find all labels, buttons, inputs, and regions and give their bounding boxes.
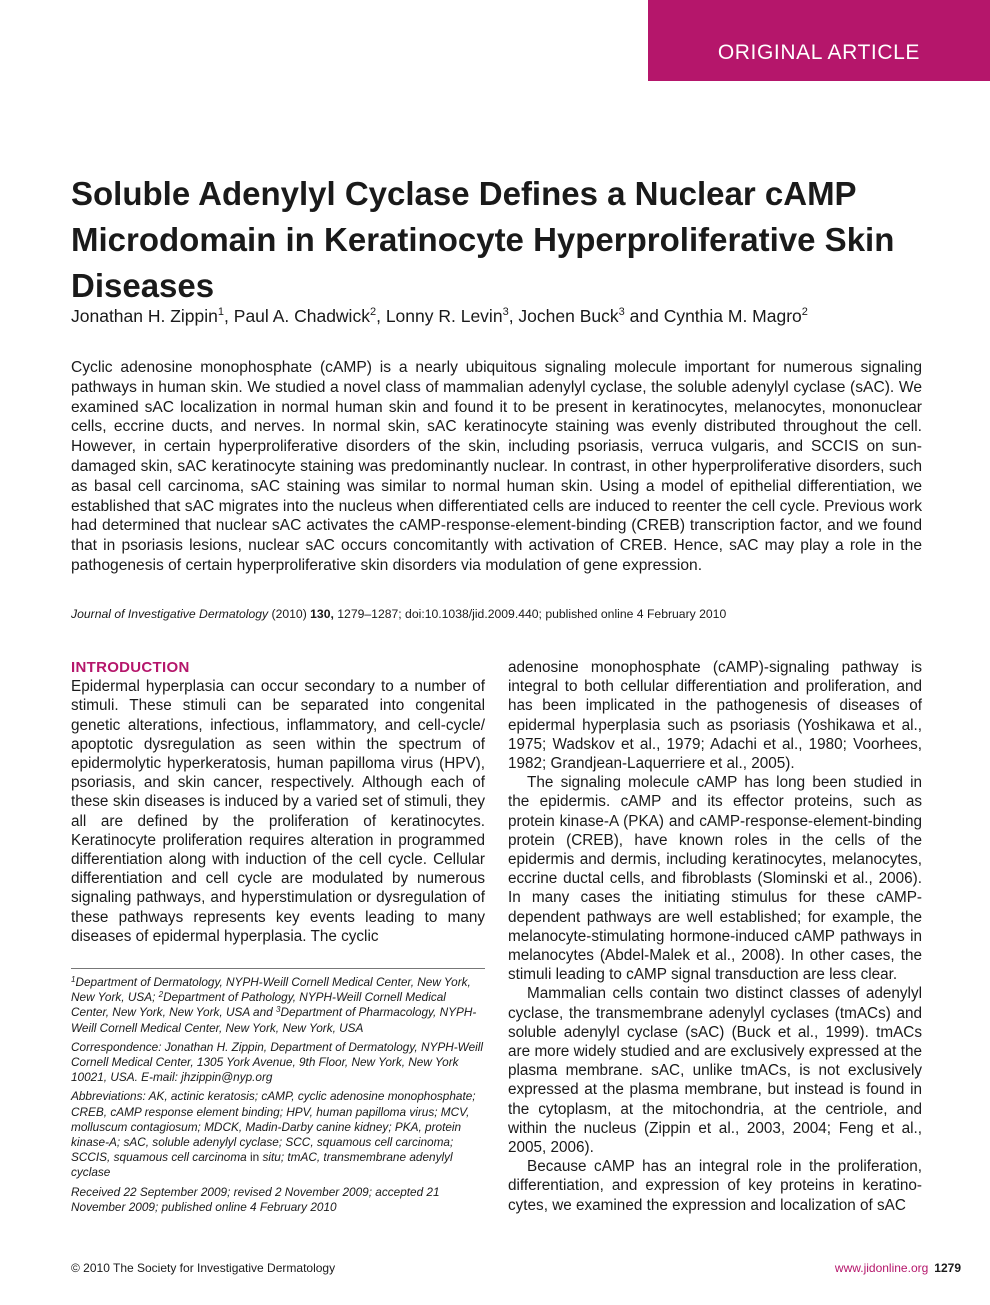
author-list — [71, 304, 931, 328]
body-paragraph: Because cAMP has an integral role in the proliferation, differentiation, and expression of key proteins in keratinocytes, we examined the expression and localization of sAC — [508, 1158, 922, 1214]
citation-volume: 130, — [310, 607, 334, 621]
affiliation-number: 2 — [158, 990, 164, 1000]
author-affiliation-mark: 1 — [217, 306, 225, 318]
affiliation-text: Department of Dermatology, NYPH-Weill Cornell Medical Center, New York, New York, USA; — [71, 975, 471, 1005]
affiliation-number: 3 — [276, 1005, 281, 1015]
body-paragraph: Epidermal hyperplasia can occur secondary to a number of stimuli. These stimuli can be separated into congenital genetic alterations, infectious, inflammatory, and cell-cycle/ apoptotic dysregulation as seen within the spectrum of epidermolytic hyperkeratosis, human papilloma virus (HPV), psoriasis, and skin cancer, respectively. Although each of these skin diseases is induced by a varied set of stimuli, they all are defined by the proliferation of keratinocytes. Keratinocyte proliferation requires alteration in programmed differentiation along with induction of the cell cycle. Cellular differentiation and cell cycle are modulated by numerous signaling pathways, and hyperstimulation or dysregulation of these pathways represents key events leading to many diseases of epidermal hyperplasia. The cyclic — [71, 678, 485, 945]
abstract: Cyclic adenosine monophosphate (cAMP) is a nearly ubiquitous signaling molecule important for numerous signaling pathways in human skin. We studied a novel class of mammalian adenylyl cyclase, the soluble adenylyl cyclase (sAC). We examined sAC localization in normal human skin and found it to be present in keratinocytes, melanocytes, mononuclear cells, eccrine ducts, and nerves. In normal skin, sAC keratinocyte staining was evenly distributed throughout the cell. However, in certain hyperproliferative disorders of the skin, including psoriasis, verruca vulgaris, and SCCIS on sun-damaged skin, sAC keratinocyte staining was predominantly nuclear. In contrast, in other hyperproliferative disorders, such as basal cell carcinoma, sAC staining was similar to normal human skin. Using a model of epithelial differentiation, we established that sAC migrates into the nucleus when differentiated cells are induced to reenter the cell cycle. Previous work had determined that nuclear sAC activates the cAMP-response-element-binding (CREB) transcription factor, and we found that in psoriasis lesions, nuclear sAC occurs concomitantly with activation of CREB. Hence, sAC may play a role in the pathogenesis of certain hyperproliferative skin disorders via modulation of gene expression. — [71, 359, 922, 574]
author-name: Jochen Buck — [518, 306, 619, 326]
author-separator: , — [508, 306, 519, 326]
right-column — [508, 658, 922, 1215]
body-paragraph: The signaling molecule cAMP has long been studied in the epidermis. cAMP and its effector proteins, such as protein kinase-A (PKA) and cAMP-response-element-binding protein (CREB), have known roles in the cells of the epidermis and dermis, including keratinocytes, melanocytes, eccrine ductal cells, and fibroblasts (Slominski et al., 2006). In many cases the initiating stimulus for these cAMP-dependent pathways are well established; for example, the melanocyte-stimulating hormone-induced cAMP pathways in melanocytes (Abdel-Malek et al., 2008). In other cases, the stimuli leading to cAMP signal transduction are less clear. — [508, 774, 922, 984]
section-heading-introduction: INTRODUCTION — [71, 659, 190, 676]
journal-name: Journal of Investigative Dermatology — [71, 607, 269, 621]
abbreviations-text: Abbreviations: AK, actinic keratosis; cAMP, cyclic adenosine monophosphate; CREB, cAMP response element binding; HPV, human papilloma virus; MCV, molluscum contagiosum; MDCK, Madin-Darby canine kidney; PKA, protein kinase-A; sAC, soluble adenylyl cyclase; SCC, squamous cell carcinoma; SCCIS, squamous cell carcinoma — [71, 1089, 476, 1165]
page-number: 1279 — [934, 1261, 961, 1275]
article-type-label: ORIGINAL ARTICLE — [717, 41, 920, 64]
affiliation-text: Department of Pathology, NYPH-Weill Cornell Medical Center, New York, New York, USA and — [71, 990, 446, 1020]
body-paragraph: adenosine monophosphate (cAMP)-signaling pathway is integral to both cellular differentiation and proliferation, and has been implicated in the pathogenesis of diseases of epidermal hyperplasia such as psoriasis (Yoshikawa et al., 1975; Wadskov et al., 1979; Adachi et al., 1980; Voorhees, 1982; Grandjean-Laquerriere et al., 2005). — [508, 659, 922, 773]
correspondence-footnote: Correspondence: Jonathan H. Zippin, Department of Dermatology, NYPH-Weill Cornell Medical Center, 1305 York Avenue, 9th Floor, New York, New York 10021, USA. E-mail: jhzippin@nyp.org — [71, 1039, 483, 1085]
body-paragraph: Mammalian cells contain two distinct classes of adenylyl cyclase, the transmembrane adenylyl cyclases (tmACs) and soluble adenylyl cyclase (sAC) (Buck et al., 1999). tmACs are more widely studied and are exclusively expressed at the plasma membrane. sAC, unlike tmACs, is not exclusively expressed at the plasma membrane, but instead is found in the cytoplasm, at the mitochondria, at the centriole, and within the nucleus (Zippin et al., 2003, 2004; Feng et al., 2005, 2006). — [508, 985, 922, 1157]
author-name: Lonny R. Levin — [385, 306, 503, 326]
abbreviations-situ: situ — [262, 1150, 281, 1165]
journal-url-link[interactable]: www.jidonline.org — [834, 1261, 929, 1275]
journal-citation — [71, 606, 931, 622]
author-affiliation-mark: 2 — [801, 306, 808, 318]
affiliation-number: 1 — [71, 975, 76, 984]
affiliation-text: Department of Pharmacology, NYPH-Weill Cornell Medical Center, New York, New York, USA — [71, 1005, 477, 1035]
left-column — [71, 658, 485, 946]
abbreviations-end: ; tmAC, transmembrane adenylyl cyclase — [71, 1150, 453, 1180]
author-separator: , — [376, 306, 386, 326]
author-name: Jonathan H. Zippin — [71, 306, 218, 326]
footer-right — [835, 1260, 961, 1276]
author-name: Cynthia M. Magro — [663, 306, 802, 326]
author-affiliation-mark: 2 — [369, 306, 377, 318]
citation-year: (2010) — [268, 607, 311, 621]
author-affiliation-mark: 3 — [502, 306, 509, 318]
author-affiliation-mark: 3 — [618, 306, 625, 318]
article-title: Soluble Adenylyl Cyclase Defines a Nuclear cAMP Microdomain in Keratinocyte Hyperproliferative Skin Diseases — [71, 175, 895, 304]
received-dates-footnote: Received 22 September 2009; revised 2 November 2009; accepted 21 November 2009; published online 4 February 2010 — [71, 1184, 440, 1214]
article-type-banner — [648, 0, 990, 81]
author-name: Paul A. Chadwick — [233, 306, 370, 326]
author-separator: and — [624, 306, 664, 326]
citation-details: 1279–1287; doi:10.1038/jid.2009.440; published online 4 February 2010 — [333, 607, 727, 621]
author-separator: , — [224, 306, 234, 326]
footnotes — [71, 968, 485, 1219]
abbreviations-in: in — [246, 1150, 263, 1165]
footer-copyright: © 2010 The Society for Investigative Dermatology — [71, 1261, 336, 1275]
abbreviations-footnote — [71, 1089, 485, 1180]
affiliations-footnote — [71, 975, 485, 1036]
